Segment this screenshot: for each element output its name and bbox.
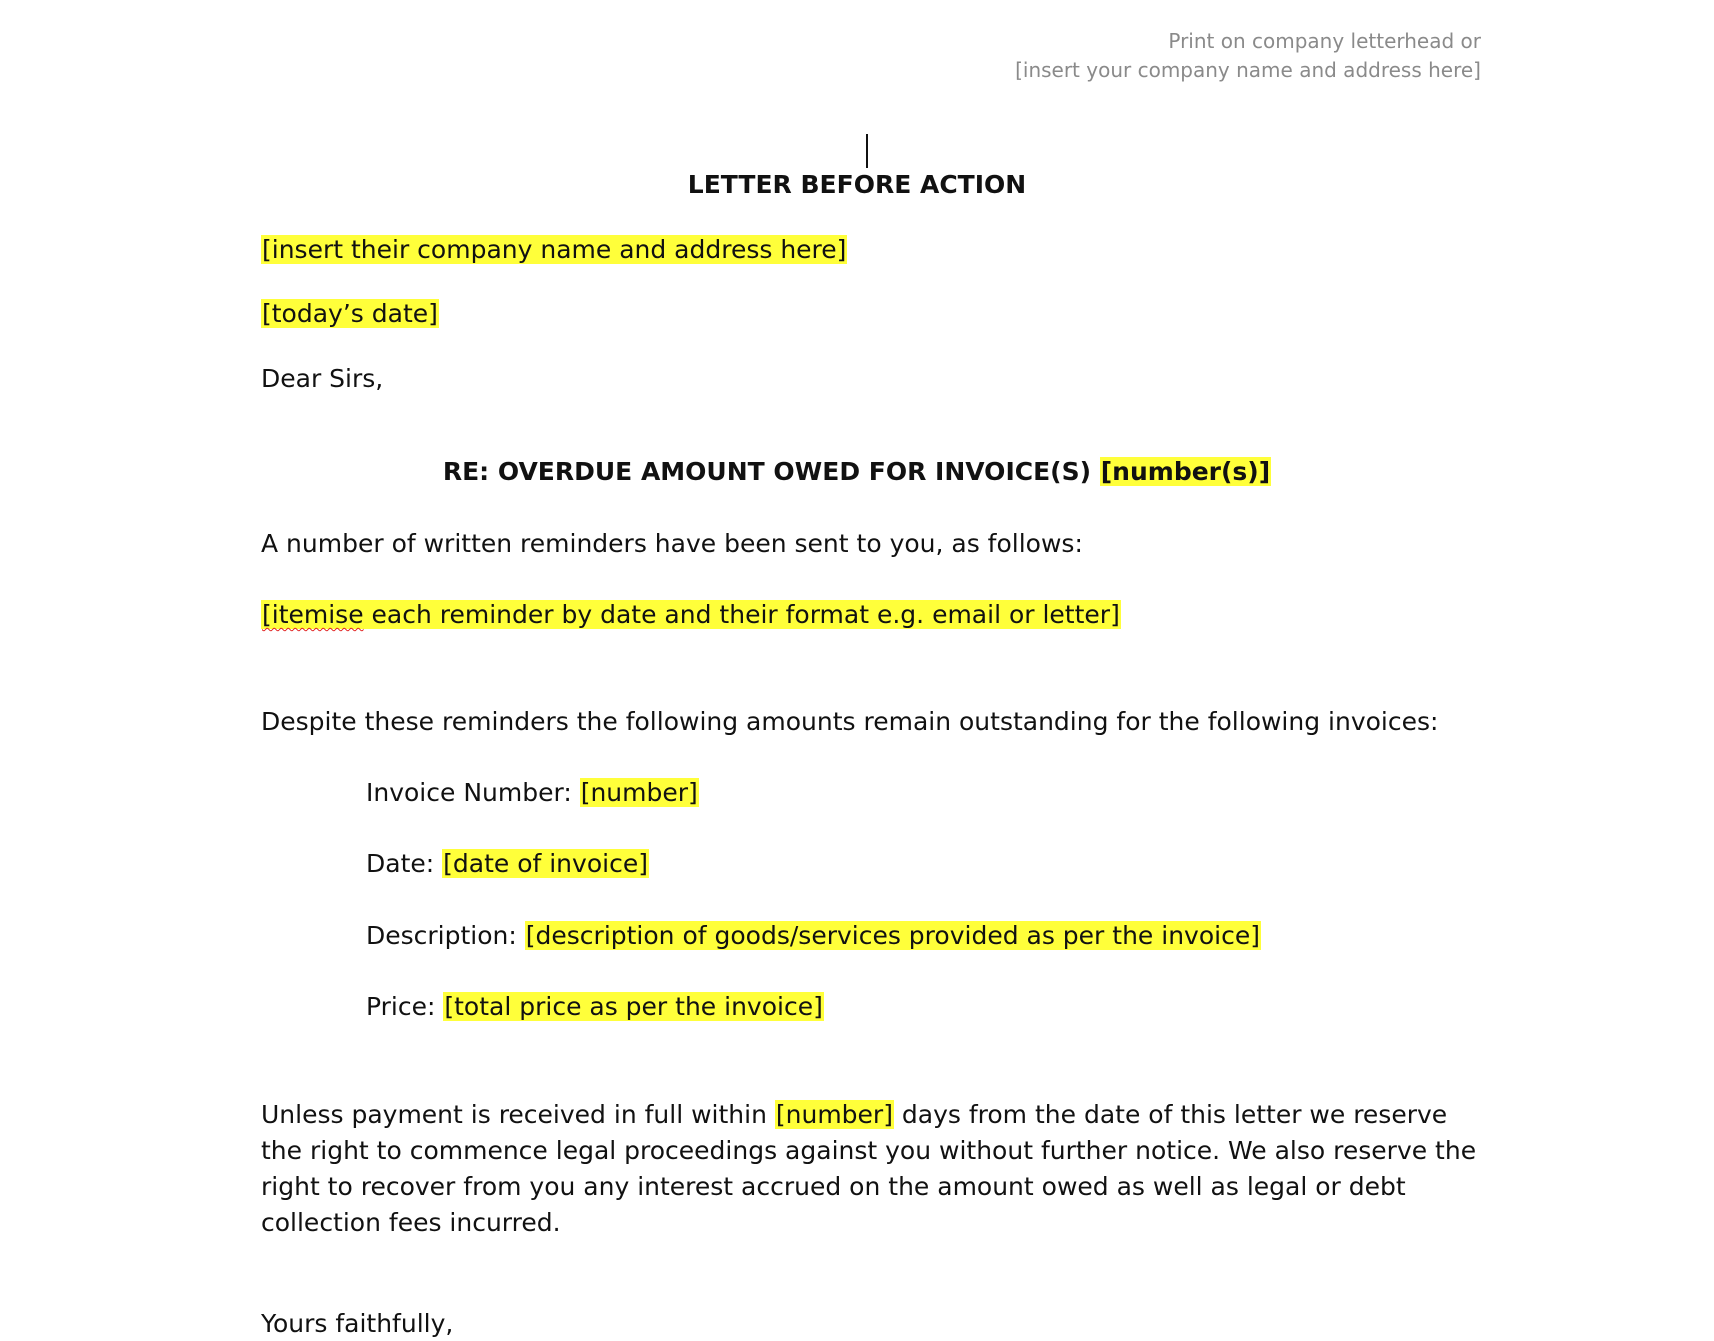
subject-placeholder: [number(s)] (1100, 457, 1271, 486)
invoice-date-label: Date: (366, 849, 443, 878)
salutation: Dear Sirs, (261, 364, 384, 393)
letterhead-note (1015, 27, 1481, 85)
invoice-date-placeholder: [date of invoice] (443, 849, 648, 878)
invoice-price-placeholder: [total price as per the invoice] (444, 992, 823, 1021)
invoice-description-label: Description: (366, 921, 525, 950)
date-line (261, 297, 439, 331)
invoice-price-label: Price: (366, 992, 444, 1021)
reminders-placeholder-line (261, 598, 1121, 632)
reminders-intro: A number of written reminders have been sent to you, as follows: (261, 529, 1083, 558)
letterhead-note-line-1: Print on company letterhead or (1168, 29, 1481, 53)
reminders-placeholder (261, 600, 1121, 629)
text-cursor (866, 134, 868, 168)
closing-paragraph-after: days from the date of this letter we reserve the right to commence legal proceedings against you without further notice. We also reserve the right to recover from you any interest accrued on the amount owed as well as legal or debt collection fees incurred. (261, 1100, 1477, 1237)
recipient-placeholder: [insert their company name and address here] (262, 235, 847, 264)
invoice-price-field (366, 990, 824, 1024)
invoice-number-placeholder: [number] (580, 778, 698, 807)
payment-days-placeholder: [number] (775, 1100, 893, 1129)
closing-paragraph (261, 1097, 1491, 1241)
subject-line (0, 455, 1714, 489)
spelling-error-word: [itemise (262, 600, 364, 629)
invoice-number-label: Invoice Number: (366, 778, 580, 807)
invoice-description-field (366, 919, 1261, 953)
outstanding-intro: Despite these reminders the following amounts remain outstanding for the following invoices: (261, 707, 1439, 736)
sign-off: Yours faithfully, (261, 1309, 454, 1338)
invoice-description-placeholder: [description of goods/services provided as per the invoice] (525, 921, 1260, 950)
closing-paragraph-before: Unless payment is received in full within (261, 1100, 775, 1129)
date-placeholder: [today’s date] (262, 299, 438, 328)
letterhead-note-line-2: [insert your company name and address here] (1015, 58, 1481, 82)
subject-text: RE: OVERDUE AMOUNT OWED FOR INVOICE(S) (442, 457, 1092, 486)
letter-title: LETTER BEFORE ACTION (687, 170, 1027, 199)
invoice-date-field (366, 847, 649, 881)
reminders-placeholder-rest: each reminder by date and their format e.g. email or letter] (363, 600, 1120, 629)
invoice-number-field (366, 776, 699, 810)
recipient-line (261, 233, 847, 267)
